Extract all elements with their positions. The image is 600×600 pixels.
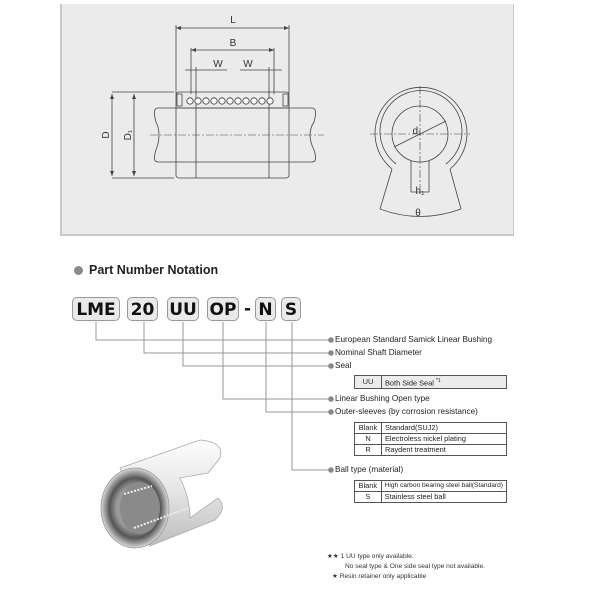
footnotes xyxy=(327,552,485,582)
seal-key: UU xyxy=(355,376,382,389)
table-row: Blank Standard(SUJ2) xyxy=(355,423,507,434)
legend-outer-sleeve: Outer-sleeves (by corrosion resistance) xyxy=(335,407,478,416)
table-row: S Stainless steel ball xyxy=(355,492,507,503)
code-segment-open-type: OP xyxy=(207,297,239,321)
dim-D: D xyxy=(101,131,112,139)
table-row: R Raydent treatment xyxy=(355,445,507,456)
footnote-2: ★ Resin retainer only applicable xyxy=(332,573,427,580)
dim-theta: θ xyxy=(415,208,421,219)
dim-d1: d₁ xyxy=(412,126,422,137)
dim-W-left: W xyxy=(213,59,223,70)
legend-seal: Seal xyxy=(335,361,352,370)
table-row: Blank High carbon bearing steel ball(Standard) xyxy=(355,481,507,492)
code-segment-outer-sleeve: N xyxy=(255,297,276,321)
code-segment-series: LME xyxy=(72,297,120,321)
seal-options-table xyxy=(354,375,507,389)
table-row xyxy=(355,376,507,389)
footnote-1-continued: No seal type & One side seal type not available. xyxy=(345,563,486,570)
dim-D1: D₁ xyxy=(123,129,134,141)
legend-series: European Standard Samick Linear Bushing xyxy=(335,335,493,344)
ball-options-table xyxy=(354,480,507,503)
footnote-1: ★★ 1 UU type only available. xyxy=(327,553,414,560)
dim-W-right: W xyxy=(243,59,253,70)
dim-B: B xyxy=(229,38,237,49)
seal-value: Both Side Seal $^{*1}$ xyxy=(382,376,507,389)
linear-bushing-product-image xyxy=(90,428,240,558)
dim-h1: h₁ xyxy=(415,186,425,197)
footnote-marker: *1 xyxy=(435,378,441,384)
code-segment-seal: UU xyxy=(167,297,199,321)
legend-open-type: Linear Bushing Open type xyxy=(335,394,430,403)
code-segment-ball-type: S xyxy=(281,297,301,321)
code-separator: - xyxy=(244,299,252,319)
section-title: Part Number Notation xyxy=(89,263,219,277)
dim-L: L xyxy=(230,15,236,26)
sleeve-options-table xyxy=(354,422,507,456)
legend-shaft-diameter: Nominal Shaft Diameter xyxy=(335,348,422,357)
code-segment-shaft-diameter: 20 xyxy=(127,297,158,321)
legend-ball-type: Ball type (material) xyxy=(335,465,404,474)
table-row: N Electroless nickel plating xyxy=(355,434,507,445)
